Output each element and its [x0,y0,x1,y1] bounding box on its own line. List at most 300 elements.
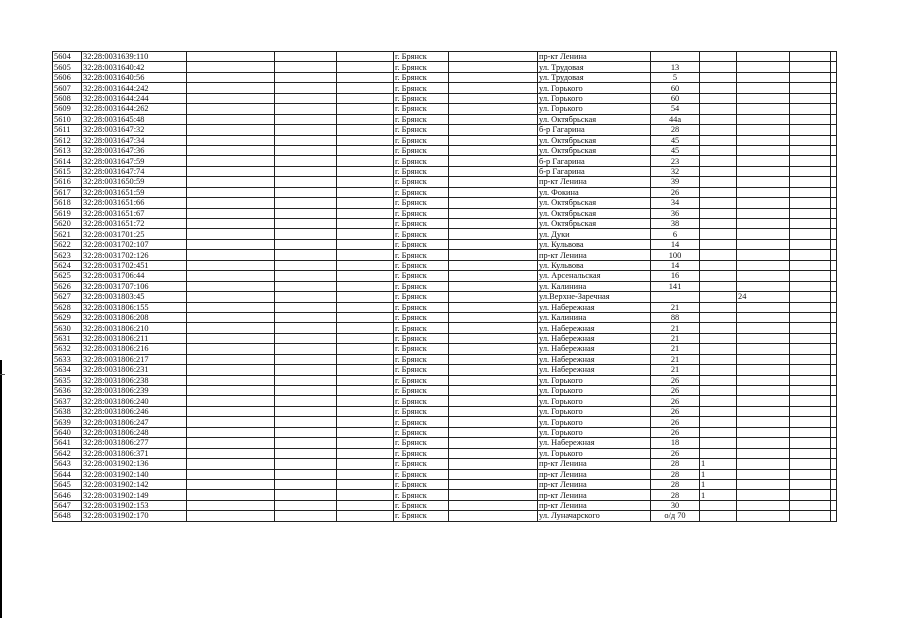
cell-empty-1 [187,156,275,166]
cell-cadastral-number: 32:28:0031806:238 [82,375,187,385]
table-row [53,83,837,93]
cell-empty-4 [449,239,538,249]
cell-flat [700,417,737,427]
table-row [53,93,837,103]
table-row [53,166,837,176]
cell-number: 5617 [53,187,82,197]
table-row [53,250,837,260]
cell-empty-6 [831,427,837,437]
cell-street: ул. Октябрьская [538,145,651,155]
table-row [53,333,837,343]
cell-empty-2 [275,219,337,229]
cell-extra [737,417,790,427]
cell-city: г. Брянск [394,229,449,239]
cell-flat [700,250,737,260]
cell-empty-2 [275,302,337,312]
cell-house: 14 [651,260,700,270]
cell-number: 5605 [53,62,82,72]
cell-empty-5 [790,83,831,93]
table-row [53,219,837,229]
cell-empty-6 [831,375,837,385]
cell-cadastral-number: 32:28:0031806:217 [82,354,187,364]
cell-empty-4 [449,344,538,354]
cell-street: ул. Трудовая [538,72,651,82]
cell-empty-5 [790,500,831,510]
cell-cadastral-number: 32:28:0031902:170 [82,511,187,521]
cell-house: 32 [651,166,700,176]
table-row [53,125,837,135]
cell-number: 5637 [53,396,82,406]
cell-empty-3 [337,511,394,521]
cell-house: 14 [651,239,700,249]
cell-empty-2 [275,135,337,145]
cell-empty-3 [337,229,394,239]
cell-street: пр-кт Ленина [538,177,651,187]
cell-city: г. Брянск [394,93,449,103]
cell-number: 5632 [53,344,82,354]
cell-street: ул. Горького [538,406,651,416]
cell-flat [700,145,737,155]
cell-street: ул. Октябрьская [538,198,651,208]
cell-house: 28 [651,459,700,469]
cell-street: пр-кт Ленина [538,479,651,489]
cell-empty-6 [831,448,837,458]
cell-empty-4 [449,250,538,260]
cell-empty-3 [337,490,394,500]
cell-extra [737,114,790,124]
table-row [53,323,837,333]
cell-extra [737,500,790,510]
cell-empty-6 [831,62,837,72]
cell-house: 28 [651,490,700,500]
cell-city: г. Брянск [394,469,449,479]
cell-number: 5635 [53,375,82,385]
cell-empty-5 [790,333,831,343]
cell-empty-3 [337,459,394,469]
table-row [53,281,837,291]
cell-empty-3 [337,365,394,375]
table-row [53,72,837,82]
cell-street: ул. Горького [538,427,651,437]
cell-empty-5 [790,511,831,521]
cell-city: г. Брянск [394,292,449,302]
cell-empty-1 [187,344,275,354]
cell-extra [737,62,790,72]
table-row [53,239,837,249]
cell-empty-1 [187,354,275,364]
cell-flat [700,323,737,333]
cell-number: 5625 [53,271,82,281]
cell-empty-5 [790,271,831,281]
table-row [53,260,837,270]
cell-flat [700,406,737,416]
left-edge-binding-mark [0,360,2,618]
cell-empty-2 [275,145,337,155]
cell-empty-3 [337,114,394,124]
cell-empty-4 [449,302,538,312]
cell-empty-3 [337,386,394,396]
cell-house: 60 [651,93,700,103]
cell-empty-1 [187,292,275,302]
cell-empty-3 [337,271,394,281]
cell-street: ул. Горького [538,448,651,458]
cell-empty-4 [449,166,538,176]
cell-cadastral-number: 32:28:0031644:262 [82,104,187,114]
cell-empty-1 [187,229,275,239]
cell-city: г. Брянск [394,83,449,93]
cell-city: г. Брянск [394,417,449,427]
cell-flat [700,500,737,510]
cell-city: г. Брянск [394,333,449,343]
cell-cadastral-number: 32:28:0031640:42 [82,62,187,72]
cell-empty-4 [449,427,538,437]
table-row [53,312,837,322]
cell-empty-4 [449,490,538,500]
cell-extra [737,239,790,249]
cell-empty-1 [187,187,275,197]
cell-empty-1 [187,145,275,155]
cell-flat [700,511,737,521]
cell-city: г. Брянск [394,104,449,114]
cell-empty-5 [790,125,831,135]
table-row [53,511,837,521]
cell-empty-1 [187,417,275,427]
cell-empty-5 [790,312,831,322]
table-row [53,500,837,510]
cell-house: 26 [651,448,700,458]
cell-empty-6 [831,83,837,93]
cell-house: 21 [651,302,700,312]
cell-extra [737,281,790,291]
cell-street: ул. Горького [538,396,651,406]
cell-extra [737,156,790,166]
cell-extra: 24 [737,292,790,302]
cell-city: г. Брянск [394,177,449,187]
cell-flat: 1 [700,469,737,479]
cell-empty-4 [449,396,538,406]
cell-empty-1 [187,208,275,218]
left-edge-tick [0,374,5,375]
cell-street: пр-кт Ленина [538,490,651,500]
cell-flat [700,386,737,396]
cell-empty-6 [831,250,837,260]
cell-flat [700,125,737,135]
cell-flat: 1 [700,490,737,500]
cell-empty-1 [187,406,275,416]
cell-house: 28 [651,479,700,489]
cell-city: г. Брянск [394,396,449,406]
table-row [53,52,837,62]
cell-empty-1 [187,271,275,281]
cell-flat [700,448,737,458]
cell-empty-2 [275,312,337,322]
cell-empty-1 [187,511,275,521]
cell-flat [700,344,737,354]
table-row [53,396,837,406]
cell-empty-3 [337,406,394,416]
cell-number: 5644 [53,469,82,479]
cell-cadastral-number: 32:28:0031806:240 [82,396,187,406]
cell-empty-3 [337,250,394,260]
cell-flat [700,438,737,448]
cell-empty-2 [275,469,337,479]
cell-empty-4 [449,219,538,229]
cell-cadastral-number: 32:28:0031701:25 [82,229,187,239]
cell-empty-1 [187,448,275,458]
cell-empty-1 [187,114,275,124]
cell-empty-2 [275,427,337,437]
cell-city: г. Брянск [394,52,449,62]
cell-house: 26 [651,386,700,396]
cell-empty-2 [275,62,337,72]
cell-city: г. Брянск [394,145,449,155]
cell-cadastral-number: 32:28:0031702:126 [82,250,187,260]
table-row [53,375,837,385]
cell-house: 39 [651,177,700,187]
cell-city: г. Брянск [394,344,449,354]
cell-empty-2 [275,479,337,489]
cell-empty-1 [187,365,275,375]
cell-empty-6 [831,114,837,124]
cell-street: ул. Арсенальская [538,271,651,281]
cell-extra [737,145,790,155]
cell-street: ул. Кульвова [538,260,651,270]
cell-number: 5627 [53,292,82,302]
cell-empty-6 [831,344,837,354]
cell-extra [737,271,790,281]
cell-extra [737,427,790,437]
cell-number: 5639 [53,417,82,427]
cell-empty-6 [831,396,837,406]
cell-extra [737,354,790,364]
cell-cadastral-number: 32:28:0031647:36 [82,145,187,155]
table-row [53,135,837,145]
cell-cadastral-number: 32:28:0031902:136 [82,459,187,469]
cell-city: г. Брянск [394,490,449,500]
cell-empty-3 [337,104,394,114]
cell-empty-6 [831,333,837,343]
cell-street: ул. Фокина [538,187,651,197]
cell-empty-3 [337,500,394,510]
cell-flat [700,427,737,437]
cell-street: ул. Октябрьская [538,135,651,145]
cell-flat: 1 [700,479,737,489]
cell-number: 5642 [53,448,82,458]
cell-house: 38 [651,219,700,229]
cell-cadastral-number: 32:28:0031639:110 [82,52,187,62]
cell-empty-4 [449,375,538,385]
cell-empty-5 [790,52,831,62]
cell-empty-5 [790,375,831,385]
cell-number: 5606 [53,72,82,82]
cell-flat [700,219,737,229]
cell-flat [700,187,737,197]
cell-empty-2 [275,511,337,521]
table-row [53,104,837,114]
cell-cadastral-number: 32:28:0031647:59 [82,156,187,166]
cell-empty-6 [831,490,837,500]
cell-empty-3 [337,177,394,187]
cell-extra [737,469,790,479]
cell-empty-5 [790,250,831,260]
cell-empty-5 [790,396,831,406]
cell-empty-2 [275,93,337,103]
cell-extra [737,52,790,62]
cell-flat [700,114,737,124]
cell-empty-5 [790,93,831,103]
cell-cadastral-number: 32:28:0031806:248 [82,427,187,437]
cell-house: 28 [651,469,700,479]
cell-street: ул. Набережная [538,354,651,364]
cell-empty-4 [449,459,538,469]
table-row [53,292,837,302]
table-row [53,156,837,166]
cell-extra [737,135,790,145]
cell-empty-5 [790,156,831,166]
cell-empty-1 [187,93,275,103]
cell-house: 34 [651,198,700,208]
cell-street: ул. Набережная [538,365,651,375]
cell-empty-3 [337,281,394,291]
cell-empty-4 [449,469,538,479]
cell-empty-3 [337,93,394,103]
cell-empty-3 [337,135,394,145]
cell-street: ул. Кульвова [538,239,651,249]
table-row [53,208,837,218]
cell-extra [737,208,790,218]
cell-number: 5638 [53,406,82,416]
cell-cadastral-number: 32:28:0031806:155 [82,302,187,312]
cell-empty-2 [275,386,337,396]
cell-empty-6 [831,135,837,145]
cell-flat [700,208,737,218]
cell-empty-3 [337,52,394,62]
cell-empty-4 [449,292,538,302]
cell-empty-6 [831,323,837,333]
table-row [53,229,837,239]
cell-empty-2 [275,417,337,427]
cell-empty-4 [449,500,538,510]
cell-street: пр-кт Ленина [538,469,651,479]
cell-empty-2 [275,292,337,302]
cell-city: г. Брянск [394,448,449,458]
cell-extra [737,323,790,333]
cell-house: 45 [651,145,700,155]
cell-empty-4 [449,386,538,396]
table-row [53,448,837,458]
cell-empty-4 [449,281,538,291]
cell-empty-6 [831,292,837,302]
table-row [53,271,837,281]
cell-street: ул. Набережная [538,333,651,343]
cell-empty-4 [449,198,538,208]
cell-house: 26 [651,417,700,427]
cell-empty-6 [831,219,837,229]
cell-empty-5 [790,459,831,469]
cell-empty-4 [449,260,538,270]
table-row [53,198,837,208]
cell-empty-1 [187,312,275,322]
cell-number: 5623 [53,250,82,260]
cell-empty-6 [831,156,837,166]
cell-city: г. Брянск [394,281,449,291]
cell-number: 5618 [53,198,82,208]
cell-empty-1 [187,459,275,469]
cell-street: ул. Горького [538,83,651,93]
cell-empty-1 [187,281,275,291]
cell-house: 23 [651,156,700,166]
table-row [53,114,837,124]
cell-empty-5 [790,365,831,375]
cell-house: 88 [651,312,700,322]
cell-empty-1 [187,125,275,135]
cell-empty-6 [831,302,837,312]
cell-flat [700,281,737,291]
cell-empty-5 [790,386,831,396]
table-row [53,187,837,197]
cell-empty-2 [275,208,337,218]
cell-number: 5646 [53,490,82,500]
cell-city: г. Брянск [394,500,449,510]
cell-cadastral-number: 32:28:0031806:216 [82,344,187,354]
cell-empty-2 [275,459,337,469]
cell-street: ул. Луначарского [538,511,651,521]
cell-house: 21 [651,354,700,364]
cell-number: 5628 [53,302,82,312]
cell-empty-6 [831,260,837,270]
cell-cadastral-number: 32:28:0031806:239 [82,386,187,396]
cell-cadastral-number: 32:28:0031647:32 [82,125,187,135]
cell-flat [700,198,737,208]
cell-empty-5 [790,177,831,187]
cell-cadastral-number: 32:28:0031651:66 [82,198,187,208]
cell-number: 5609 [53,104,82,114]
cell-house: 141 [651,281,700,291]
cell-empty-4 [449,93,538,103]
cell-flat [700,302,737,312]
cell-street: ул. Дуки [538,229,651,239]
cell-house: 54 [651,104,700,114]
cell-empty-6 [831,459,837,469]
cell-city: г. Брянск [394,365,449,375]
cell-street: б-р Гагарина [538,125,651,135]
cell-empty-1 [187,62,275,72]
cell-empty-5 [790,438,831,448]
cell-street: пр-кт Ленина [538,52,651,62]
cell-flat [700,271,737,281]
cell-empty-6 [831,417,837,427]
cell-house: 26 [651,406,700,416]
table-row [53,469,837,479]
cell-empty-2 [275,52,337,62]
cell-extra [737,219,790,229]
cell-extra [737,344,790,354]
cell-empty-3 [337,396,394,406]
cell-empty-6 [831,239,837,249]
cell-empty-6 [831,125,837,135]
cell-empty-2 [275,396,337,406]
cell-city: г. Брянск [394,302,449,312]
cell-city: г. Брянск [394,406,449,416]
cell-empty-5 [790,323,831,333]
cell-empty-4 [449,271,538,281]
cell-empty-3 [337,344,394,354]
cell-empty-2 [275,375,337,385]
cell-empty-5 [790,239,831,249]
cell-empty-3 [337,427,394,437]
cell-empty-4 [449,354,538,364]
cell-empty-5 [790,469,831,479]
